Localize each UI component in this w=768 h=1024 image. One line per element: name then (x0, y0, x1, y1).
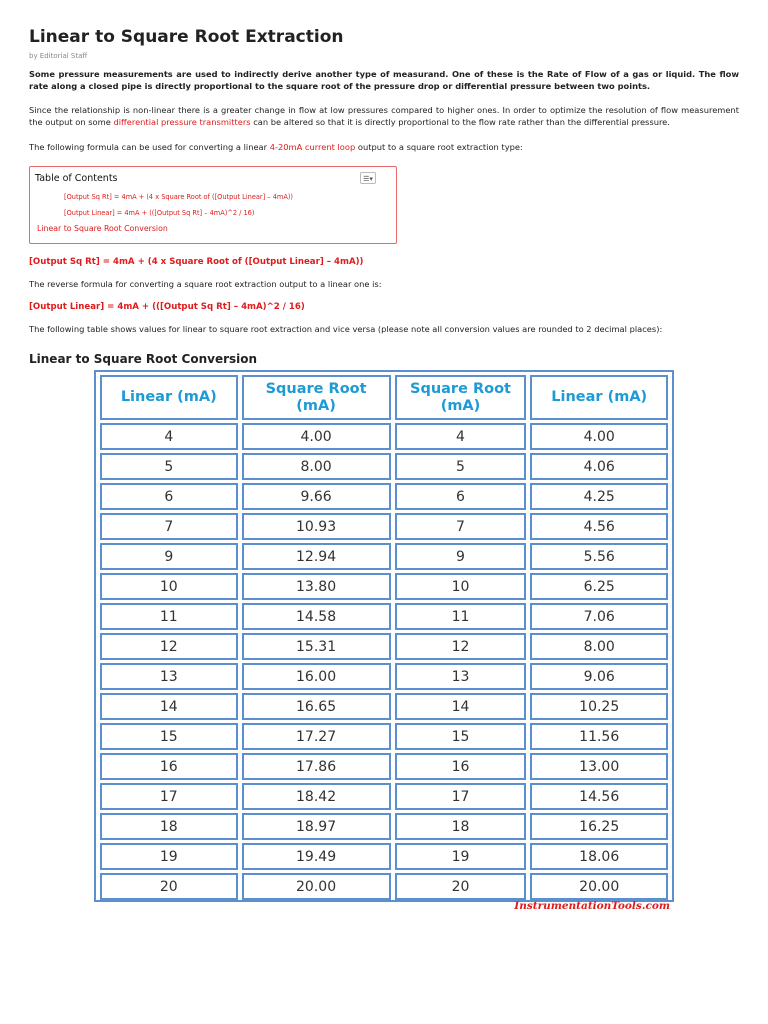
table-cell: 19.49 (242, 843, 391, 870)
table-cell: 14 (100, 693, 238, 720)
toc-item-formula-linear[interactable]: [Output Linear] = 4mA + (([Output Sq Rt] – 4mA)^2 / 16) (64, 209, 255, 217)
table-cell: 18.42 (242, 783, 391, 810)
table-cell: 18 (395, 813, 527, 840)
table-cell: 7.06 (530, 603, 668, 630)
table-cell: 9 (395, 543, 527, 570)
table-row (100, 543, 668, 570)
link-differential-pressure-transmitters[interactable]: differential pressure transmitters (113, 117, 251, 127)
table-cell: 8.00 (242, 453, 391, 480)
table-cell: 15.31 (242, 633, 391, 660)
table-cell: 16.65 (242, 693, 391, 720)
paragraph-text: output to a square root extraction type: (355, 142, 523, 152)
table-row (100, 603, 668, 630)
table-row (100, 753, 668, 780)
paragraph-text: Since the relationship is non-linear there is a greater change in flow at low pressures compared to higher ones. In order to optimize the resolution of flow measurement the output on some (29, 105, 739, 127)
toc-title: Table of Contents (35, 173, 118, 184)
table-row (100, 573, 668, 600)
table-cell: 11.56 (530, 723, 668, 750)
watermark: InstrumentationTools.com (514, 900, 670, 912)
table-cell: 4.00 (242, 423, 391, 450)
table-cell: 8.00 (530, 633, 668, 660)
table-cell: 4.56 (530, 513, 668, 540)
table-cell: 17.27 (242, 723, 391, 750)
column-header: Square Root (mA) (395, 375, 527, 420)
table-row (100, 423, 668, 450)
table-row (100, 723, 668, 750)
table-cell: 14 (395, 693, 527, 720)
link-current-loop[interactable]: 4-20mA current loop (269, 142, 356, 152)
column-header: Linear (mA) (530, 375, 668, 420)
table-cell: 14.56 (530, 783, 668, 810)
table-row (100, 633, 668, 660)
table-cell: 17 (395, 783, 527, 810)
table-cell: 9.06 (530, 663, 668, 690)
toc-item-formula-sq-rt[interactable]: [Output Sq Rt] = 4mA + (4 x Square Root of ([Output Linear] – 4mA)) (64, 193, 293, 201)
table-cell: 13.80 (242, 573, 391, 600)
table-row (100, 783, 668, 810)
table-cell: 13 (100, 663, 238, 690)
table-cell: 5.56 (530, 543, 668, 570)
table-cell: 10.93 (242, 513, 391, 540)
paragraph-reverse: The reverse formula for converting a square root extraction output to a linear one is: (29, 279, 382, 289)
paragraph-formula-intro (29, 141, 739, 153)
table-cell: 12 (100, 633, 238, 660)
table-cell: 5 (395, 453, 527, 480)
table-row (100, 843, 668, 870)
table-cell: 4.25 (530, 483, 668, 510)
intro-paragraph: Some pressure measurements are used to indirectly derive another type of measurand. One of these is the Rate of Flow of a gas or liquid. The flow rate along a closed pipe is directly proportional to the square root of the pressure drop or differential pressure between two points. (29, 69, 739, 91)
table-cell: 11 (100, 603, 238, 630)
paragraph-text: can be altered so that it is directly proportional to the flow rate rather than the differential pressure. (250, 117, 670, 127)
paragraph-text: The following formula can be used for converting a linear (29, 142, 270, 152)
conversion-table-image (94, 370, 674, 902)
table-cell: 18.97 (242, 813, 391, 840)
table-cell: 13.00 (530, 753, 668, 780)
formula-linear: [Output Linear] = 4mA + (([Output Sq Rt] – 4mA)^2 / 16) (29, 302, 305, 312)
table-cell: 7 (395, 513, 527, 540)
table-cell: 4.00 (530, 423, 668, 450)
paragraph-table-intro: The following table shows values for linear to square root extraction and vice versa (please note all conversion values are rounded to 2 decimal places): (29, 324, 663, 334)
table-row (100, 513, 668, 540)
section-heading: Linear to Square Root Conversion (29, 352, 258, 366)
table-cell: 16.00 (242, 663, 391, 690)
table-cell: 16 (100, 753, 238, 780)
table-cell: 4 (395, 423, 527, 450)
table-body (100, 423, 668, 900)
table-cell: 7 (100, 513, 238, 540)
table-cell: 19 (395, 843, 527, 870)
table-row (100, 453, 668, 480)
byline: by Editorial Staff (29, 52, 88, 60)
table-cell: 17.86 (242, 753, 391, 780)
column-header: Linear (mA) (100, 375, 238, 420)
table-cell: 17 (100, 783, 238, 810)
table-row (100, 663, 668, 690)
table-row (100, 693, 668, 720)
table-cell: 9.66 (242, 483, 391, 510)
table-cell: 11 (395, 603, 527, 630)
table-cell: 16.25 (530, 813, 668, 840)
column-header: Square Root (mA) (242, 375, 391, 420)
table-cell: 16 (395, 753, 527, 780)
list-toggle-icon[interactable]: ☰▾ (360, 172, 376, 184)
table-cell: 20.00 (242, 873, 391, 900)
table-cell: 20 (100, 873, 238, 900)
table-cell: 6 (395, 483, 527, 510)
table-of-contents (29, 166, 397, 244)
conversion-table (96, 372, 672, 903)
table-cell: 6 (100, 483, 238, 510)
table-cell: 15 (395, 723, 527, 750)
table-cell: 20 (395, 873, 527, 900)
table-cell: 4.06 (530, 453, 668, 480)
toc-item-conversion[interactable]: Linear to Square Root Conversion (37, 224, 168, 233)
table-cell: 12.94 (242, 543, 391, 570)
table-cell: 4 (100, 423, 238, 450)
table-cell: 20.00 (530, 873, 668, 900)
table-cell: 13 (395, 663, 527, 690)
table-cell: 18 (100, 813, 238, 840)
table-row (100, 873, 668, 900)
table-cell: 15 (100, 723, 238, 750)
table-cell: 9 (100, 543, 238, 570)
table-row (100, 813, 668, 840)
table-cell: 19 (100, 843, 238, 870)
table-cell: 10 (100, 573, 238, 600)
table-row (100, 483, 668, 510)
table-cell: 10 (395, 573, 527, 600)
formula-sq-rt: [Output Sq Rt] = 4mA + (4 x Square Root of ([Output Linear] – 4mA)) (29, 257, 364, 267)
article (29, 24, 739, 367)
table-cell: 5 (100, 453, 238, 480)
table-cell: 18.06 (530, 843, 668, 870)
table-cell: 12 (395, 633, 527, 660)
table-cell: 14.58 (242, 603, 391, 630)
page-title: Linear to Square Root Extraction (29, 27, 344, 47)
table-header-row (100, 375, 668, 420)
table-cell: 10.25 (530, 693, 668, 720)
paragraph-nonlinear (29, 104, 739, 128)
table-cell: 6.25 (530, 573, 668, 600)
